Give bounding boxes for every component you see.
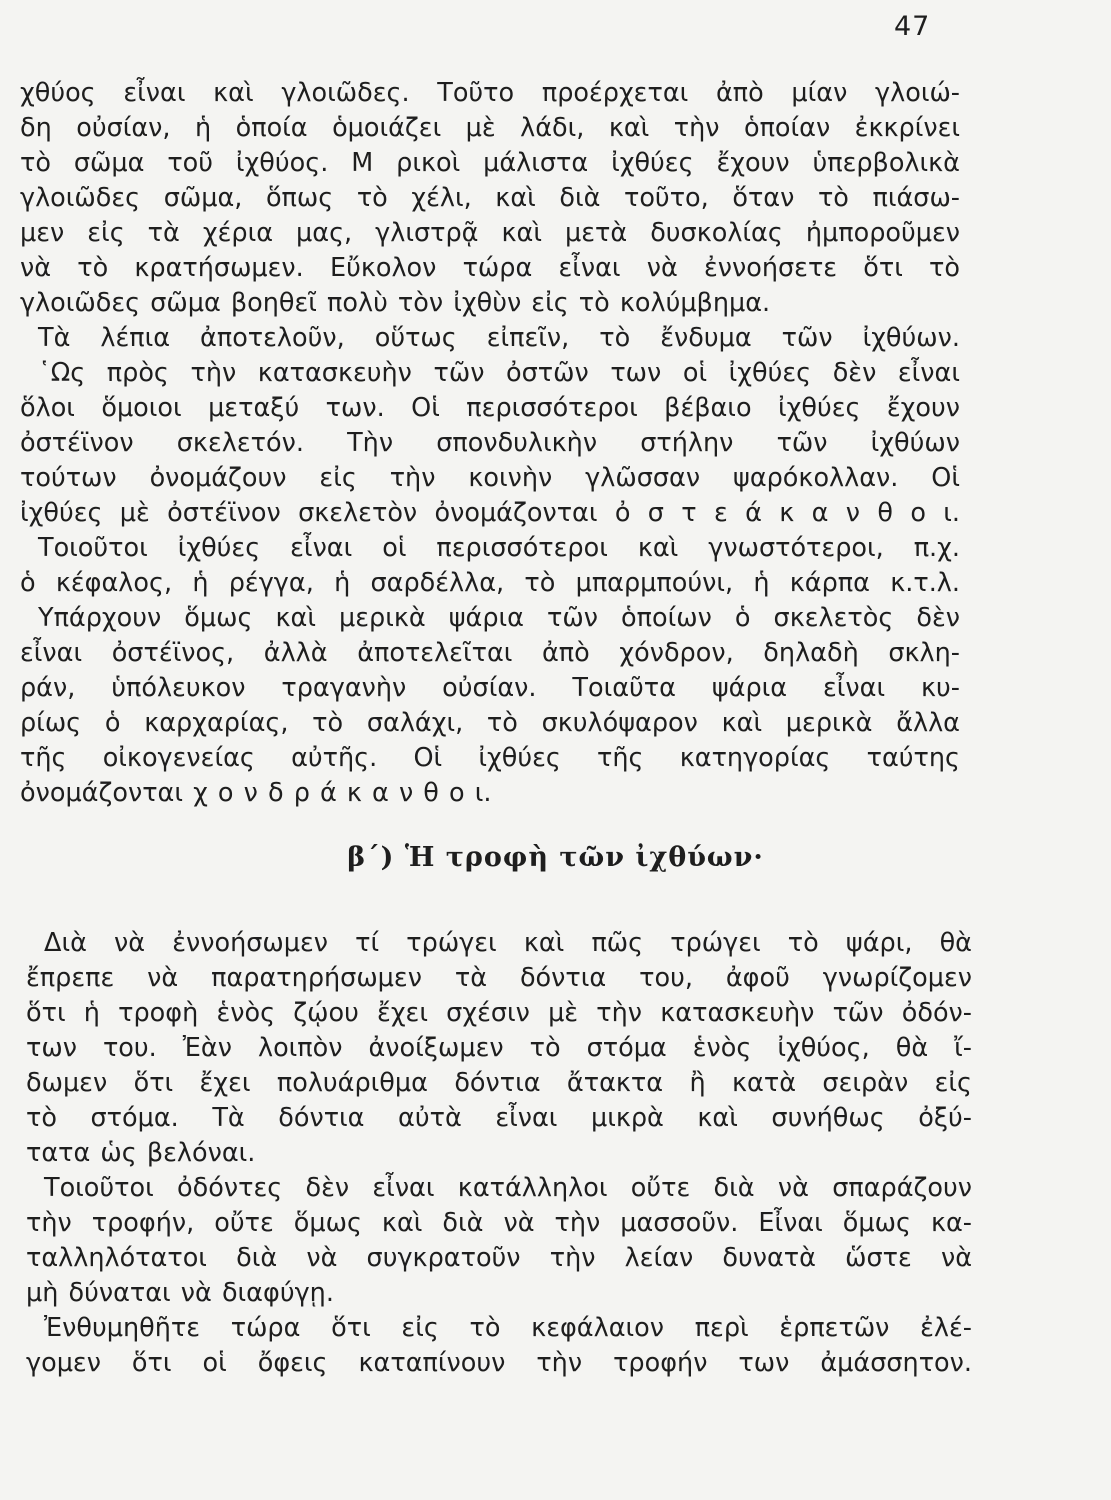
text-line: τούτων ὀνομάζουν εἰς τὴν κοινὴν γλῶσσαν ψαρόκολλαν. Οἱ (20, 463, 960, 493)
text-line: Ἐνθυμηθῆτε τώρα ὅτι εἰς τὸ κεφάλαιον περὶ ἑρπετῶν ἐλέ- (44, 1313, 972, 1343)
text-line: Υπάρχουν ὅμως καὶ μερικὰ ψάρια τῶν ὁποίων ὁ σκελετὸς δὲν (38, 603, 960, 633)
text-line: ὅτι ἡ τροφὴ ἑνὸς ζῴου ἔχει σχέσιν μὲ τὴν κατασκευὴν τῶν ὀδόν- (26, 998, 972, 1028)
text-line: νὰ τὸ κρατήσωμεν. Εὔκολον τώρα εἶναι νὰ ἐννοήσετε ὅτι τὸ (20, 253, 960, 283)
text-line: ρίως ὁ καρχαρίας, τὸ σαλάχι, τὸ σκυλόψαρον καὶ μερικὰ ἄλλα (20, 708, 960, 738)
text-line: τῆς οἰκογενείας αὐτῆς. Οἱ ἰχθύες τῆς κατηγορίας ταύτης (20, 743, 960, 773)
text-line: γλοιῶδες σῶμα βοηθεῖ πολὺ τὸν ἰχθὺν εἰς τὸ κολύμβημα. (20, 288, 771, 318)
text-line: τὸ στόμα. Τὰ δόντια αὐτὰ εἶναι μικρὰ καὶ συνήθως ὀξύ- (26, 1103, 972, 1133)
text-line: ἔπρεπε νὰ παρατηρήσωμεν τὰ δόντια του, ἀφοῦ γνωρίζομεν (26, 963, 972, 993)
text-line: μεν εἰς τὰ χέρια μας, γλιστρᾷ καὶ μετὰ δυσκολίας ἠμποροῦμεν (20, 218, 960, 248)
text-line: ῾Ως πρὸς τὴν κατασκευὴν τῶν ὀστῶν των οἱ ἰχθύες δὲν εἶναι (38, 358, 960, 388)
text-line: ράν, ὑπόλευκον τραγανὴν οὐσίαν. Τοιαῦτα ψάρια εἶναι κυ- (20, 673, 960, 703)
text-line: μὴ δύναται νὰ διαφύγῃ. (26, 1278, 334, 1308)
text-line: Τὰ λέπια ἀποτελοῦν, οὕτως εἰπεῖν, τὸ ἔνδυμα τῶν ἰχθύων. (38, 323, 960, 353)
text-line: των του. Ἐὰν λοιπὸν ἀνοίξωμεν τὸ στόμα ἑνὸς ἰχθύος, θὰ ἴ- (26, 1033, 972, 1063)
text-line: ὀστέϊνον σκελετόν. Τὴν σπονδυλικὴν στήλην τῶν ἰχθύων (20, 428, 960, 458)
text-line: τὸ σῶμα τοῦ ἰχθύος. Μ ρικοὶ μάλιστα ἰχθύες ἔχουν ὑπερβολικὰ (20, 148, 960, 178)
text-line: ὁ κέφαλος, ἡ ρέγγα, ἡ σαρδέλλα, τὸ μπαρμπούνι, ἡ κάρπα κ.τ.λ. (20, 568, 960, 598)
text-line: εἶναι ὀστέϊνος, ἀλλὰ ἀποτελεῖται ἀπὸ χόνδρον, δηλαδὴ σκλη- (20, 638, 960, 668)
text-line: τατα ὡς βελόναι. (26, 1138, 256, 1168)
text-line: δωμεν ὅτι ἔχει πολυάριθμα δόντια ἄτακτα ἢ κατὰ σειρὰν εἰς (26, 1068, 972, 1098)
text-line: ὅλοι ὅμοιοι μεταξύ των. Οἱ περισσότεροι βέβαιο ἰχθύες ἔχουν (20, 393, 960, 423)
text-line: δη οὐσίαν, ἡ ὁποία ὁμοιάζει μὲ λάδι, καὶ τὴν ὁποίαν ἐκκρίνει (20, 113, 960, 143)
text-line: χθύος εἶναι καὶ γλοιῶδες. Τοῦτο προέρχεται ἀπὸ μίαν γλοιώ- (20, 78, 960, 108)
text-line: ἰχθύες μὲ ὀστέϊνον σκελετὸν ὀνομάζονται ὀ σ τ ε ά κ α ν θ ο ι. (20, 498, 960, 528)
text-line: Τοιοῦτοι ὀδόντες δὲν εἶναι κατάλληλοι οὔτε διὰ νὰ σπαράζουν (44, 1173, 972, 1203)
page-number: 47 (894, 11, 931, 42)
section-heading: β΄) Ἡ τροφὴ τῶν ἰχθύων· (347, 842, 764, 873)
text-line: Τοιοῦτοι ἰχθύες εἶναι οἱ περισσότεροι καὶ γνωστότεροι, π.χ. (38, 533, 960, 563)
text-line: Διὰ νὰ ἐννοήσωμεν τί τρώγει καὶ πῶς τρώγει τὸ ψάρι, θὰ (44, 928, 972, 958)
text-line: γομεν ὅτι οἱ ὄφεις καταπίνουν τὴν τροφήν των ἀμάσσητον. (26, 1348, 972, 1378)
text-line: τὴν τροφήν, οὔτε ὅμως καὶ διὰ νὰ τὴν μασσοῦν. Εἶναι ὅμως κα- (26, 1208, 972, 1238)
text-line: γλοιῶδες σῶμα, ὅπως τὸ χέλι, καὶ διὰ τοῦτο, ὅταν τὸ πιάσω- (20, 183, 960, 213)
text-line: ὀνομάζονται χ ο ν δ ρ ά κ α ν θ ο ι. (20, 778, 492, 808)
text-line: ταλληλότατοι διὰ νὰ συγκρατοῦν τὴν λείαν δυνατὰ ὥστε νὰ (26, 1243, 972, 1273)
